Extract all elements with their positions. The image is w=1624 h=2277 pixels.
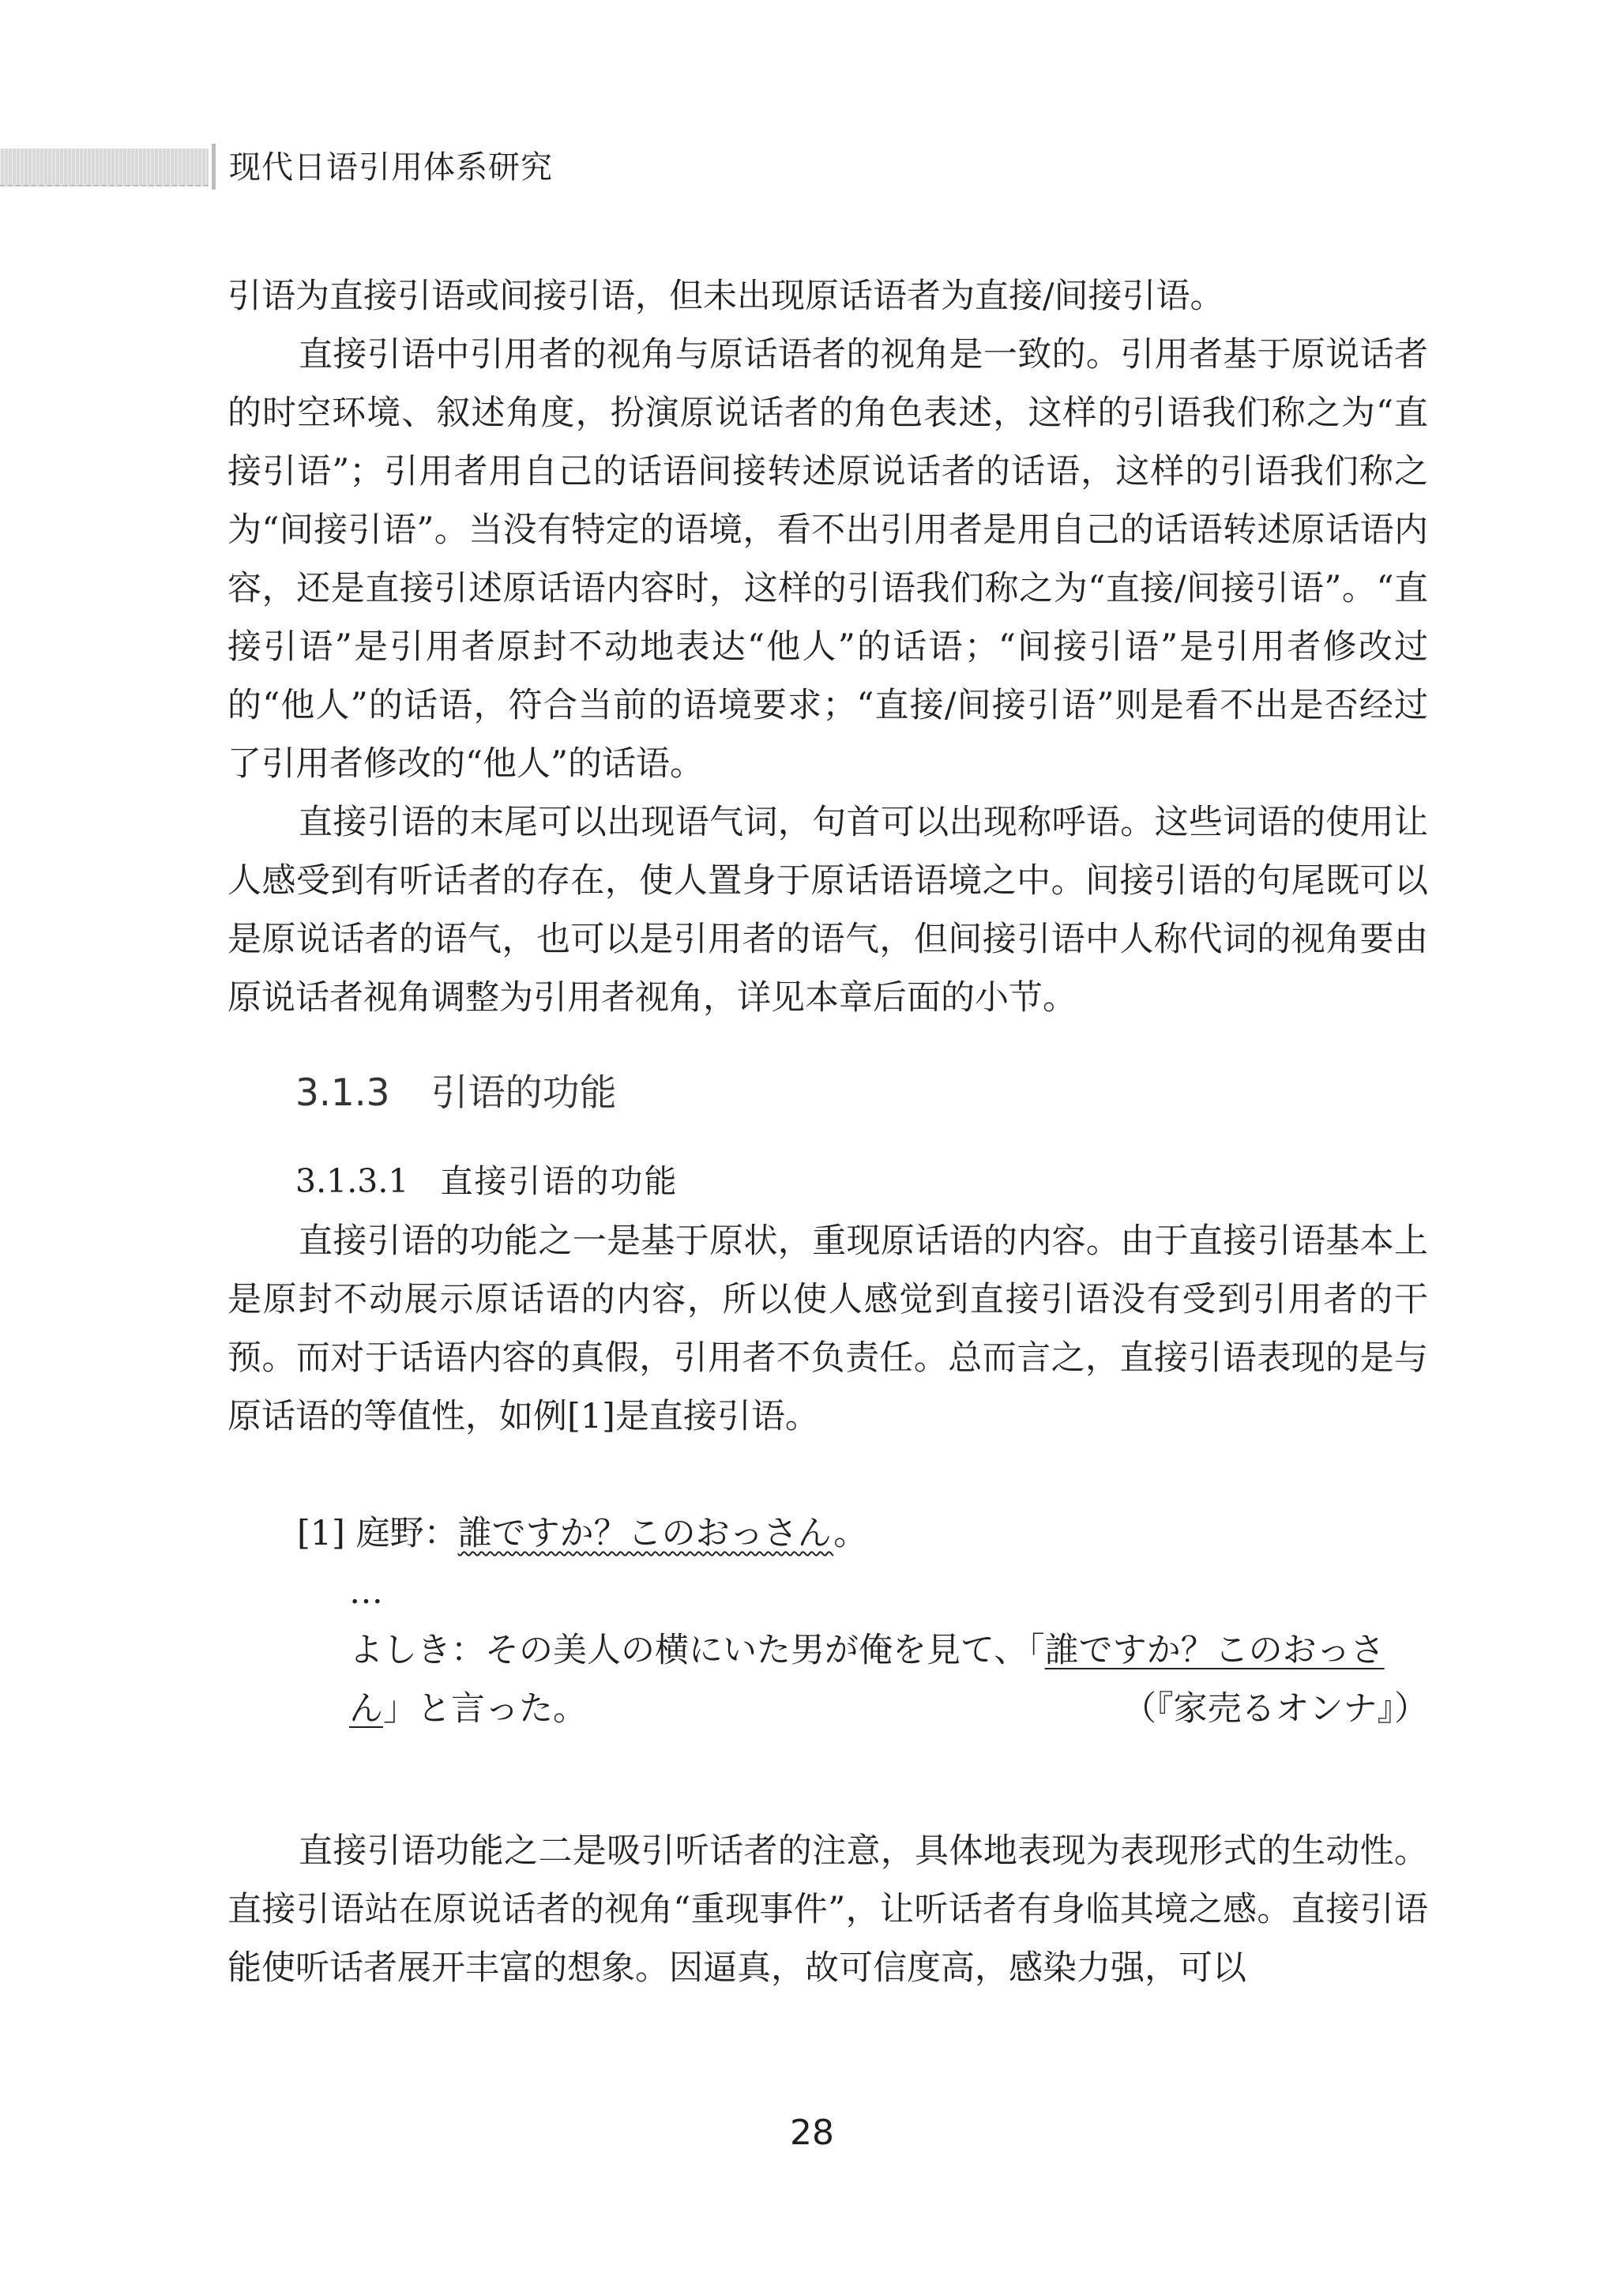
example-ellipsis: … [349, 1572, 383, 1612]
paragraph-sentence-endings: 直接引语的末尾可以出现语气词，句首可以出现称呼语。这些词语的使用让人感受到有听话者的存在，使人置身于原话语语境之中。间接引语的句尾既可以是原说话者的语气，也可以是引用者的语气，但间接引语中人称代词的视角要由原说话者视角调整为引用者视角，详见本章后面的小节。 [227, 803, 1428, 1018]
example-quote-underlined-2: ん [349, 1689, 383, 1729]
paragraph-direct-indirect-definition: 直接引语中引用者的视角与原话语者的视角是一致的。引用者基于原说话者的时空环境、叙述角度，扮演原说话者的角色表述，这样的引语我们称之为“直接引语”；引用者用自己的话语间接转述原说话者的话语，这样的引语我们称之为“间接引语”。当没有特定的语境，看不出引用者是用自己的话语转述原话语内容，还是直接引述原话语内容时，这样的引语我们称之为“直接/间接引语”。“直接引语”是引用者原封不动地表达“他人”的话语；“间接引语”是引用者修改过的“他人”的话语，符合当前的语境要求；“直接/间接引语”则是看不出是否经过了引用者修改的“他人”的话语。 [227, 335, 1428, 784]
running-header-title: 现代日语引用体系研究 [229, 149, 553, 186]
example-speaker-2-end: 」と言った。 [383, 1689, 587, 1729]
example-quote-underlined-1: 誰ですか？このおっさ [1044, 1631, 1385, 1670]
example-source: （『家売るオンナ』） [1122, 1689, 1428, 1729]
header-decoration-band [0, 149, 209, 186]
section-title: 引语的功能 [430, 1071, 617, 1115]
subsection-title: 直接引语的功能 [440, 1162, 679, 1200]
example-quote-end: 。 [833, 1514, 868, 1553]
page-number: 28 [790, 2113, 834, 2153]
example-block [297, 1504, 1428, 1738]
paragraph-continued: 引语为直接引语或间接引语，但未出现原话语者为直接/间接引语。 [227, 277, 1224, 316]
example-line-1 [297, 1504, 1428, 1563]
example-quote-wavy: 誰ですか？このおっさん [457, 1514, 834, 1553]
subsection-heading [295, 1158, 1428, 1204]
example-line-4 [297, 1680, 1428, 1738]
page-body [227, 267, 1428, 1997]
paragraph-function-one: 直接引语的功能之一是基于原状，重现原话语的内容。由于直接引语基本上是原封不动展示原话语的内容，所以使人感觉到直接引语没有受到引用者的干预。而对于话语内容的真假，引用者不负责任。总而言之，直接引语表现的是与原话语的等值性，如例[1]是直接引语。 [227, 1221, 1428, 1436]
paragraph-function-two: 直接引语功能之二是吸引听话者的注意，具体地表现为表现形式的生动性。直接引语站在原说话者的视角“重现事件”，让听话者有身临其境之感。直接引语能使听话者展开丰富的想象。因逼真，故可信度高，感染力强，可以 [227, 1831, 1428, 1988]
section-number: 3.1.3 [295, 1071, 390, 1115]
example-speaker-2-text: よしき：その美人の横にいた男が俺を見て、「 [349, 1631, 1045, 1670]
example-speaker-1: 庭野： [355, 1514, 458, 1553]
example-line-3 [297, 1621, 1428, 1680]
example-label: [1] [297, 1514, 345, 1553]
section-heading [295, 1070, 1428, 1117]
subsection-number: 3.1.3.1 [295, 1162, 409, 1200]
header-divider-bar [212, 144, 216, 190]
